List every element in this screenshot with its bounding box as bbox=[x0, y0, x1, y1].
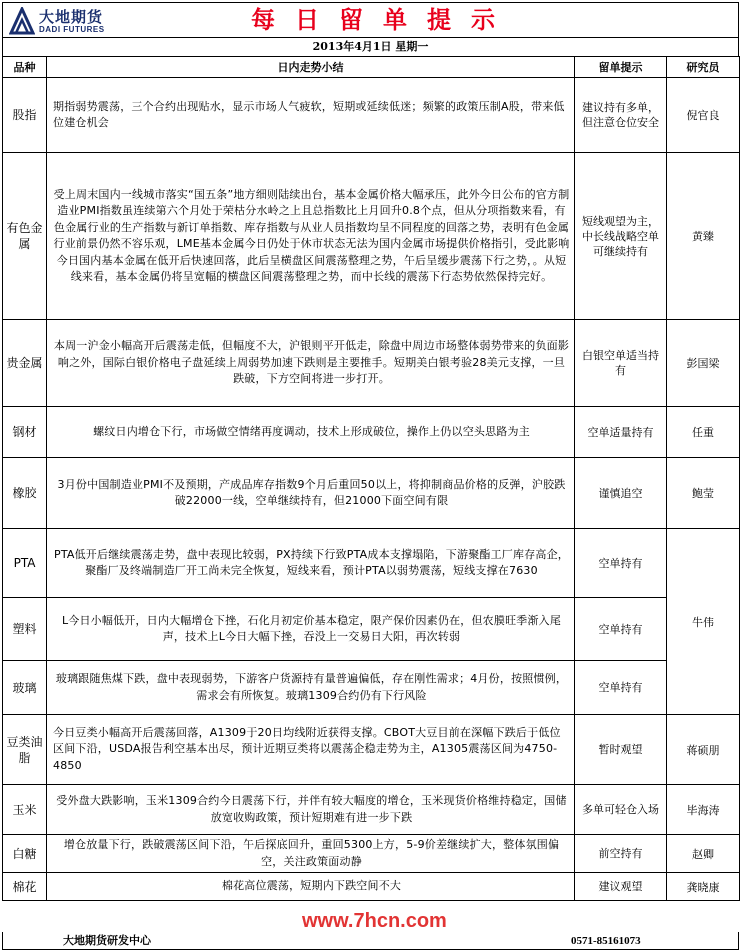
category-cell: 白糖 bbox=[3, 835, 47, 873]
table-row bbox=[3, 407, 740, 458]
category-cell: 玻璃 bbox=[3, 661, 47, 715]
category-cell: 贵金属 bbox=[3, 320, 47, 407]
summary-cell: 3月份中国制造业PMI不及预期，产成品库存指数9个月后重回50以上，将抑制商品价格的反弹，沪胶跌破22000一线，空单继续持有，但21000下面空间有限 bbox=[47, 458, 575, 529]
company-logo bbox=[7, 6, 137, 36]
table-header-row bbox=[3, 57, 740, 78]
column-header-advice: 留单提示 bbox=[575, 57, 667, 78]
footer-phone: 0571-85161073 bbox=[571, 935, 641, 947]
advice-cell: 谨慎追空 bbox=[575, 458, 667, 529]
logo-chinese-name: 大地期货 bbox=[39, 8, 104, 26]
advice-cell: 建议观望 bbox=[575, 873, 667, 901]
logo-english-name: DADI FUTURES bbox=[39, 25, 105, 34]
summary-cell: 棉花高位震荡，短期内下跌空间不大 bbox=[47, 873, 575, 901]
summary-cell: L今日小幅低开，日内大幅增仓下挫，石化月初定价基本稳定，限产保价因素仍在，但农膜旺季渐入尾声，技术上L今日大幅下挫，吞没上一交易日大阳，再次转弱 bbox=[47, 598, 575, 661]
table-row bbox=[3, 320, 740, 407]
category-cell: 豆类油脂 bbox=[3, 715, 47, 785]
advice-cell: 空单持有 bbox=[575, 598, 667, 661]
header-bar bbox=[2, 2, 739, 38]
summary-cell: 增仓放量下行，跌破震荡区间下沿，午后探底回升，重回5300上方，5-9价差继续扩大，整体氛围偏空，关注政策面动静 bbox=[47, 835, 575, 873]
category-cell: 钢材 bbox=[3, 407, 47, 458]
column-header-analyst: 研究员 bbox=[667, 57, 740, 78]
table-row bbox=[3, 598, 740, 661]
category-cell: 塑料 bbox=[3, 598, 47, 661]
analyst-cell: 毕海涛 bbox=[667, 785, 740, 835]
daily-order-sheet bbox=[2, 2, 739, 948]
column-header-summary: 日内走势小结 bbox=[47, 57, 575, 78]
table-row bbox=[3, 78, 740, 153]
advice-cell: 暂时观望 bbox=[575, 715, 667, 785]
category-cell: 股指 bbox=[3, 78, 47, 153]
analyst-cell: 倪官良 bbox=[667, 78, 740, 153]
summary-cell: PTA低开后继续震荡走势，盘中表现比较弱，PX持续下行致PTA成本支撑塌陷，下游聚酯工厂库存高企，聚酯厂及终端制造厂开工尚未完全恢复，短线来看，预计PTA以弱势震荡，短线支撑在7630 bbox=[47, 529, 575, 598]
dadi-logo-icon bbox=[9, 7, 35, 35]
advice-cell: 建议持有多单，但注意仓位安全 bbox=[575, 78, 667, 153]
table-row bbox=[3, 785, 740, 835]
summary-cell: 螺纹日内增仓下行，市场做空情绪再度调动，技术上形成破位，操作上仍以空头思路为主 bbox=[47, 407, 575, 458]
category-cell: 玉米 bbox=[3, 785, 47, 835]
summary-cell: 受外盘大跌影响，玉米1309合约今日震荡下行，并伴有较大幅度的增仓，玉米现货价格维持稳定，国储放宽收购政策，预计短期难有进一步下跌 bbox=[47, 785, 575, 835]
analyst-cell: 黄臻 bbox=[667, 153, 740, 320]
analyst-cell: 鲍莹 bbox=[667, 458, 740, 529]
summary-cell: 本周一沪金小幅高开后震荡走低，但幅度不大，沪银则平开低走，除盘中周边市场整体弱势带来的负面影响之外，国际白银价格电子盘延续上周弱势加速下跌则是主要推手。短期美白银考验28美元支撑，一旦跌破，下方空间将进一步打开。 bbox=[47, 320, 575, 407]
footer-organization: 大地期货研发中心 bbox=[63, 934, 151, 947]
advice-cell: 多单可轻仓入场 bbox=[575, 785, 667, 835]
summary-cell: 期指弱势震荡，三个合约出现贴水，显示市场人气疲软，短期或延续低迷；频繁的政策压制A股，带来低位建仓机会 bbox=[47, 78, 575, 153]
table-row bbox=[3, 529, 740, 598]
table-row bbox=[3, 153, 740, 320]
analyst-cell: 任重 bbox=[667, 407, 740, 458]
order-table bbox=[2, 56, 740, 901]
table-row bbox=[3, 835, 740, 873]
advice-cell: 前空持有 bbox=[575, 835, 667, 873]
category-cell: 有色金属 bbox=[3, 153, 47, 320]
advice-cell: 空单持有 bbox=[575, 661, 667, 715]
category-cell: PTA bbox=[3, 529, 47, 598]
analyst-cell: 龚晓康 bbox=[667, 873, 740, 901]
advice-cell: 短线观望为主，中长线战略空单可继续持有 bbox=[575, 153, 667, 320]
analyst-cell: 彭国梁 bbox=[667, 320, 740, 407]
analyst-cell: 牛伟 bbox=[667, 529, 740, 715]
summary-cell: 今日豆类小幅高开后震荡回落，A1309于20日均线附近获得支撑。CBOT大豆目前在深幅下跌后于低位区间下沿，USDA报告利空基本出尽，预计近期豆类将以震荡企稳走势为主，A1305震荡区间为4750-4850 bbox=[47, 715, 575, 785]
table-row bbox=[3, 873, 740, 901]
analyst-cell: 蒋硕朋 bbox=[667, 715, 740, 785]
summary-cell: 受上周末国内一线城市落实“国五条”地方细则陆续出台，基本金属价格大幅承压，此外今日公布的官方制造业PMI指数虽连续第六个月处于荣枯分水岭之上且总指数比上月回升0.8个点，但从分项指数来看，有色金属行业的生产指数与新订单指数、库存指数与从业人员指数均呈不同程度的回落之势，表明有色金属行业前景仍然不容乐观，LME基本金属今日仍处于休市状态无法为国内金属市场提供价格指引，受此影响今日国内基本金属在低开后快速回落，此后呈横盘区间震荡整理之势，午后呈缓步震荡下行之势，。从短线来看，基本金属仍将呈宽幅的横盘区间震荡整理之势，而中长线的震荡下行态势依然保持完好。 bbox=[47, 153, 575, 320]
report-date: 2013年4月1日 星期一 bbox=[2, 38, 739, 56]
table-row bbox=[3, 458, 740, 529]
advice-cell: 空单持有 bbox=[575, 529, 667, 598]
category-cell: 橡胶 bbox=[3, 458, 47, 529]
website-watermark: www.7hcn.com bbox=[302, 910, 447, 932]
category-cell: 棉花 bbox=[3, 873, 47, 901]
table-row bbox=[3, 715, 740, 785]
footer-bar bbox=[2, 932, 739, 950]
page-title: 每日留单提示 bbox=[251, 6, 515, 34]
advice-cell: 空单适量持有 bbox=[575, 407, 667, 458]
analyst-cell: 赵卿 bbox=[667, 835, 740, 873]
table-row bbox=[3, 661, 740, 715]
column-header-category: 品种 bbox=[3, 57, 47, 78]
summary-cell: 玻璃跟随焦煤下跌，盘中表现弱势，下游客户货源持有量普遍偏低，存在刚性需求；4月份，按照惯例，需求会有所恢复。玻璃1309合约仍有下行风险 bbox=[47, 661, 575, 715]
advice-cell: 白银空单适当持有 bbox=[575, 320, 667, 407]
